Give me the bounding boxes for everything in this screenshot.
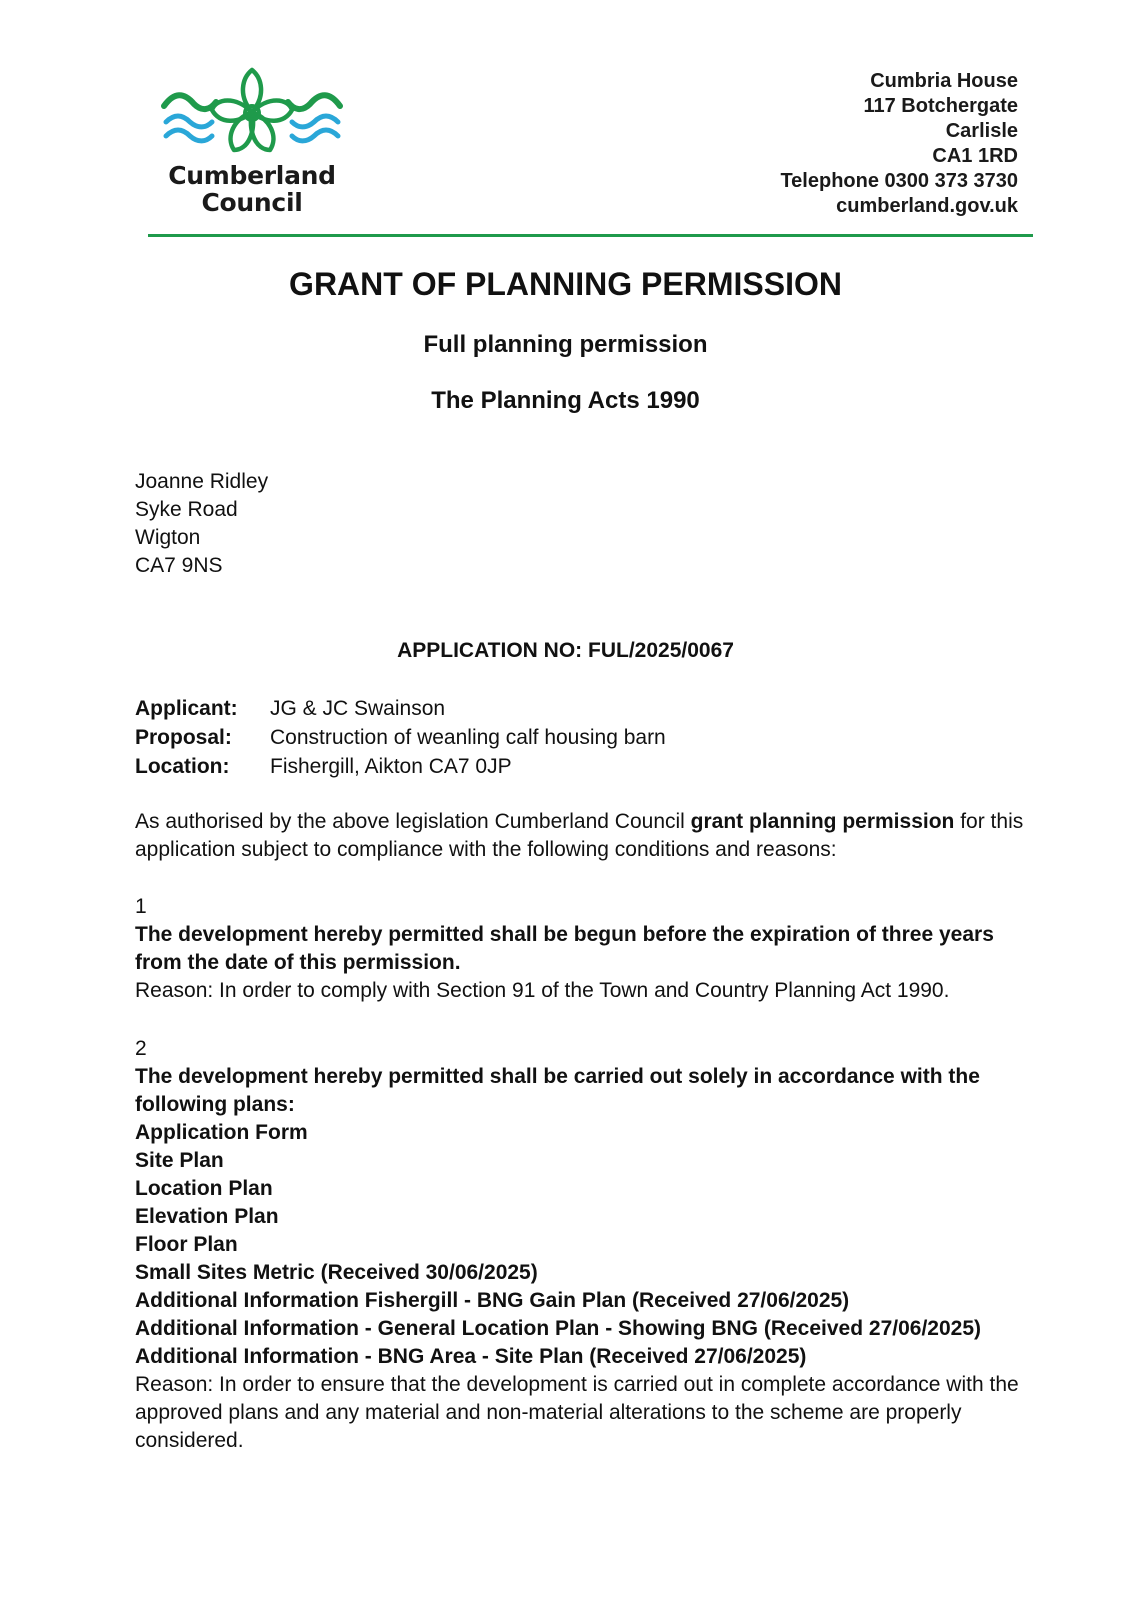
plan-item: Additional Information Fishergill - BNG Gain Plan (Received 27/06/2025) bbox=[135, 1289, 850, 1312]
condition-number: 1 bbox=[135, 895, 147, 918]
recipient-address bbox=[135, 468, 268, 580]
intro-text: As authorised by the above legislation Cumberland Council bbox=[135, 810, 691, 833]
intro-text-end: for this application subject to compliance with the following conditions and reasons: bbox=[135, 810, 1024, 861]
plan-item: Location Plan bbox=[135, 1177, 273, 1200]
condition-text: The development hereby permitted shall be carried out solely in accordance with the following plans: bbox=[135, 1065, 980, 1116]
plan-item: Additional Information - General Location Plan - Showing BNG (Received 27/06/2025) bbox=[135, 1317, 981, 1340]
condition-1 bbox=[135, 893, 1035, 1005]
recipient-street: Syke Road bbox=[135, 498, 238, 521]
header-divider bbox=[148, 234, 1033, 237]
address-line: Carlisle bbox=[945, 120, 1018, 142]
council-logo bbox=[160, 66, 344, 226]
logo-name-line2: Council bbox=[201, 188, 303, 217]
plan-item: Site Plan bbox=[135, 1149, 224, 1172]
logo-wordmark bbox=[168, 162, 336, 216]
detail-row-proposal bbox=[135, 723, 666, 752]
application-number: APPLICATION NO: FUL/2025/0067 bbox=[397, 639, 734, 662]
address-postcode: CA1 1RD bbox=[932, 145, 1018, 167]
detail-row-location bbox=[135, 752, 666, 781]
detail-value: Fishergill, Aikton CA7 0JP bbox=[270, 755, 512, 778]
condition-2 bbox=[135, 1035, 1035, 1455]
plan-item: Small Sites Metric (Received 30/06/2025) bbox=[135, 1261, 538, 1284]
condition-reason: Reason: In order to ensure that the development is carried out in complete accordance with the approved plans and any material and non-material alterations to the scheme are properly considered. bbox=[135, 1373, 1019, 1452]
plan-item: Elevation Plan bbox=[135, 1205, 279, 1228]
intro-emphasis: grant planning permission bbox=[690, 810, 955, 833]
document-subtitle: Full planning permission bbox=[423, 331, 708, 358]
condition-text: The development hereby permitted shall be begun before the expiration of three years from the date of this permission. bbox=[135, 923, 994, 974]
legislation-subtitle: The Planning Acts 1990 bbox=[431, 387, 700, 414]
flower-logo-icon bbox=[160, 66, 344, 162]
recipient-name: Joanne Ridley bbox=[135, 470, 269, 493]
detail-row-applicant bbox=[135, 694, 666, 723]
address-telephone: Telephone 0300 373 3730 bbox=[780, 170, 1018, 192]
plan-item: Floor Plan bbox=[135, 1233, 238, 1256]
detail-label: Applicant: bbox=[135, 697, 238, 720]
application-details bbox=[135, 694, 666, 781]
detail-value: Construction of weanling calf housing barn bbox=[270, 726, 666, 749]
address-line: Cumbria House bbox=[870, 70, 1018, 92]
condition-number: 2 bbox=[135, 1037, 147, 1060]
detail-label: Proposal: bbox=[135, 726, 232, 749]
condition-reason: Reason: In order to comply with Section 91 of the Town and Country Planning Act 1990. bbox=[135, 979, 950, 1002]
recipient-postcode: CA7 9NS bbox=[135, 554, 223, 577]
intro-paragraph bbox=[135, 808, 1035, 864]
logo-name-line1: Cumberland bbox=[168, 161, 336, 190]
document-title: GRANT OF PLANNING PERMISSION bbox=[289, 266, 842, 302]
detail-label: Location: bbox=[135, 755, 230, 778]
address-website: cumberland.gov.uk bbox=[836, 195, 1018, 217]
council-address bbox=[780, 69, 1018, 219]
plan-item: Additional Information - BNG Area - Site Plan (Received 27/06/2025) bbox=[135, 1345, 807, 1368]
address-line: 117 Botchergate bbox=[863, 95, 1018, 117]
detail-value: JG & JC Swainson bbox=[270, 697, 446, 720]
plan-item: Application Form bbox=[135, 1121, 308, 1144]
recipient-town: Wigton bbox=[135, 526, 201, 549]
